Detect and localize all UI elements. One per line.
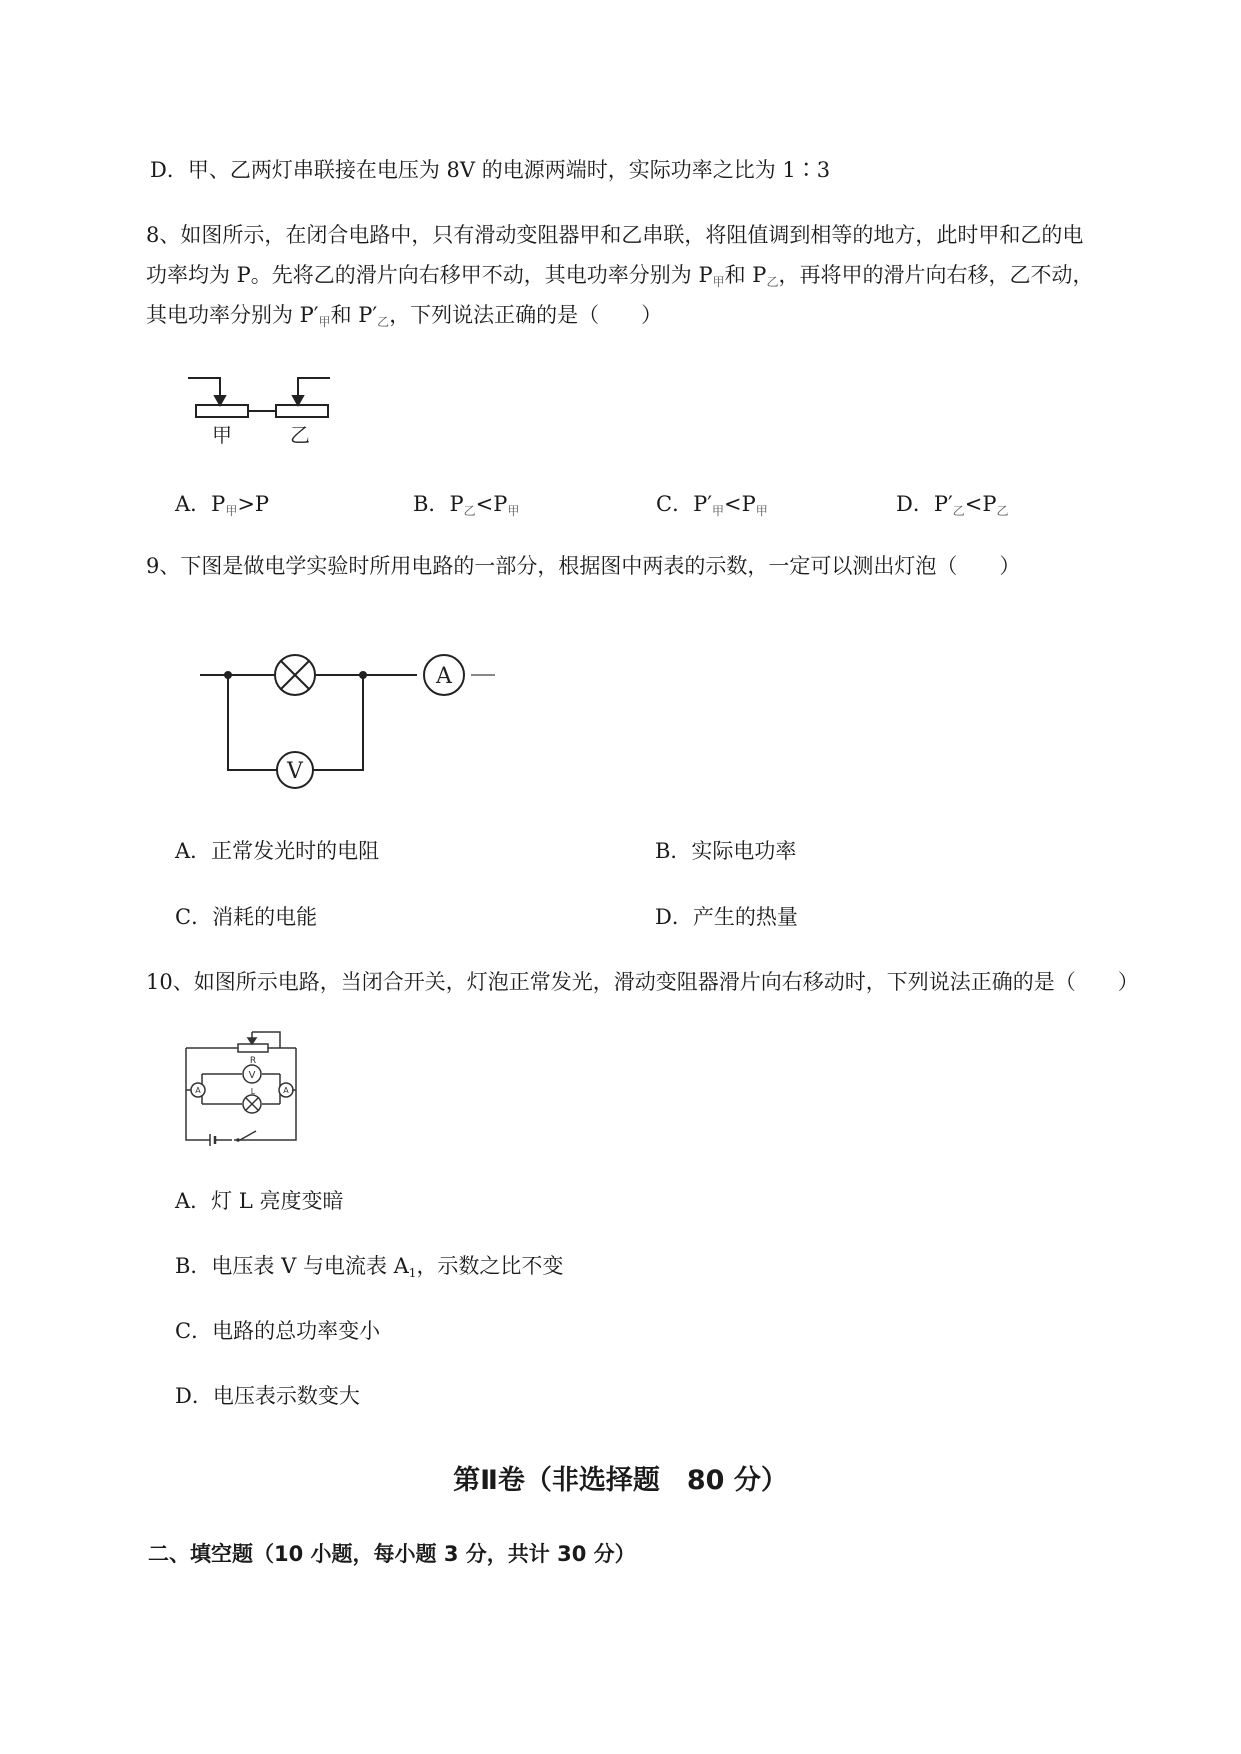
q8-stem-line3c: ，下列说法正确的是（ ） xyxy=(389,303,663,327)
q8-rheostat-figure xyxy=(180,372,340,452)
q10-option-c: C．电路的总功率变小 xyxy=(175,1319,381,1343)
q9-circuit-figure xyxy=(195,645,505,795)
q8-stem-line3 xyxy=(146,301,662,336)
q10-option-d: D．电压表示数变大 xyxy=(175,1384,360,1408)
q9-option-b: B．实际电功率 xyxy=(655,839,797,863)
q9-stem: 9、下图是做电学实验时所用电路的一部分，根据图中两表的示数，一定可以测出灯泡（ ） xyxy=(146,554,1021,578)
q8-option-d: D．$P'_乙<P_乙$ xyxy=(896,492,1009,518)
q8-fig-label-yi: 乙 xyxy=(290,423,310,447)
q8-option-c: C．$P'_甲<P_甲$ xyxy=(656,492,768,518)
q8-option-a: A．$P_甲>P$ xyxy=(175,492,270,518)
q9-option-a: A．正常发光时的电阻 xyxy=(175,839,380,863)
q10-fig-v: V xyxy=(248,1070,256,1081)
q10-option-a: A．灯 L 亮度变暗 xyxy=(175,1189,344,1213)
q8-sub-jia-2: 甲 xyxy=(318,315,331,329)
q8-option-b: B．$P_乙<P_甲$ xyxy=(413,492,520,518)
q8-sub-yi: 乙 xyxy=(766,275,779,289)
q10-fig-l: L xyxy=(250,1087,256,1096)
q8-stem-line3a: 其电功率分别为 P′ xyxy=(146,303,319,327)
q9-option-c: C．消耗的电能 xyxy=(175,905,318,929)
q8-stem-line2 xyxy=(146,261,1093,296)
q8-stem-line1: 8、如图所示，在闭合电路中，只有滑动变阻器甲和乙串联，将阻值调到相等的地方，此时甲和乙的电 xyxy=(146,223,1084,247)
q8-stem-line3b: 和 P′ xyxy=(330,303,378,327)
q8-sub-jia: 甲 xyxy=(712,275,725,289)
q9-voltmeter-label: V xyxy=(287,759,303,784)
part2-title: 第Ⅱ卷（非选择题 80 分） xyxy=(453,1465,788,1496)
q7-option-d: D．甲、乙两灯串联接在电压为 8V 的电源两端时，实际功率之比为 1∶3 xyxy=(150,158,831,182)
q10-fig-a1: A xyxy=(195,1086,201,1095)
section-fill-in-blank: 二、填空题（10 小题，每小题 3 分，共计 30 分） xyxy=(148,1542,636,1566)
q8-sub-yi-2: 乙 xyxy=(377,315,390,329)
q10-fig-r: R xyxy=(249,1056,257,1066)
q9-option-d: D．产生的热量 xyxy=(655,905,798,929)
q10-stem: 10、如图所示电路，当闭合开关，灯泡正常发光，滑动变阻器滑片向右移动时，下列说法正确的是（ ） xyxy=(146,970,1139,994)
q9-ammeter-label: A xyxy=(436,664,452,689)
q10-fig-a2: A xyxy=(283,1086,289,1095)
q8-stem-line2c: ，再将甲的滑片向右移，乙不动， xyxy=(778,263,1094,287)
q8-stem-line2b: 和 P xyxy=(724,263,767,287)
q8-fig-label-jia: 甲 xyxy=(212,423,232,447)
q10-option-b: B．电压表 V 与电流表 $A_1$，示数之比不变 xyxy=(175,1254,564,1280)
q8-stem-line2a: 功率均为 P。先将乙的滑片向右移甲不动，其电功率分别为 P xyxy=(146,263,713,287)
q10-circuit-figure xyxy=(180,1028,320,1153)
